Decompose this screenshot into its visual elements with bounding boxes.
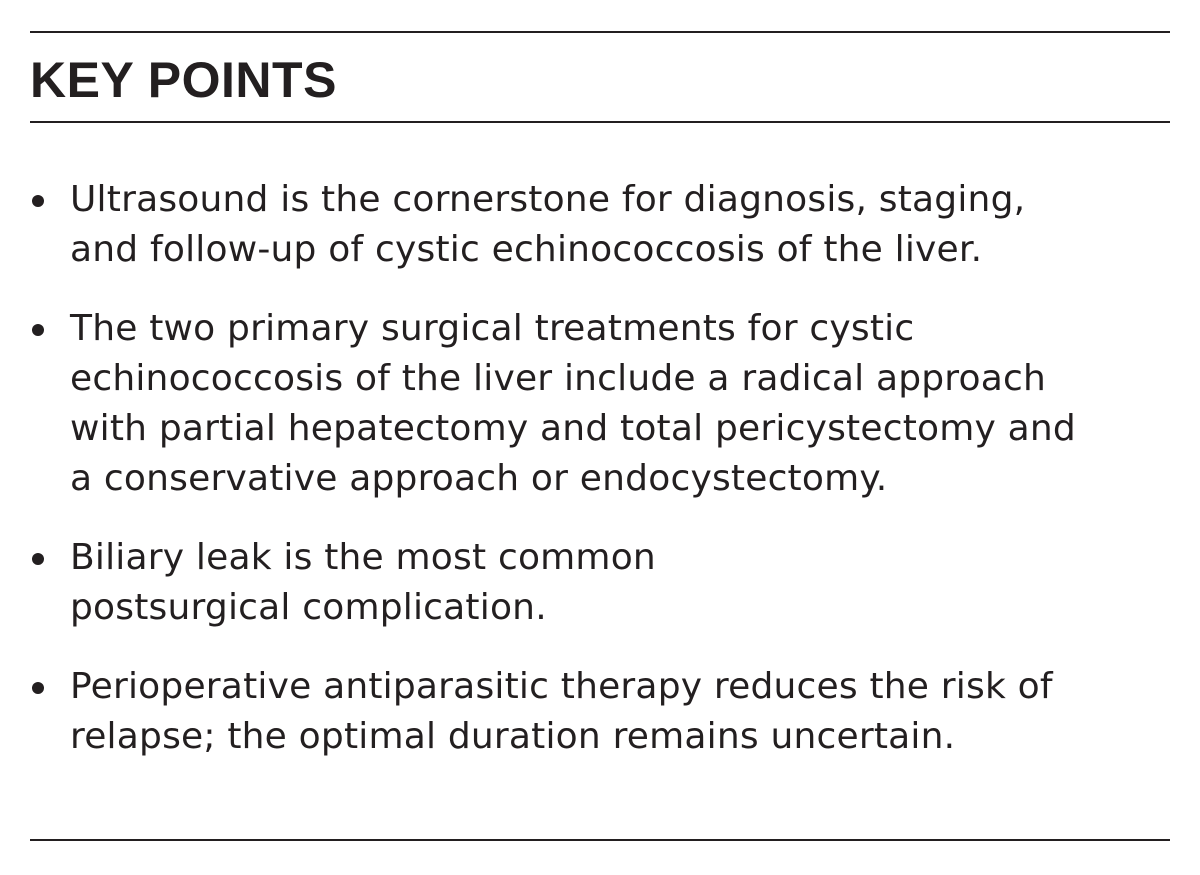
key-point-2 xyxy=(30,304,1170,504)
key-point-line: with partial hepatectomy and total pericystectomy and xyxy=(70,408,1076,449)
key-point-line: postsurgical complication. xyxy=(70,587,547,628)
bullet-icon xyxy=(32,195,44,207)
key-points-list xyxy=(30,175,1170,791)
key-point-line: echinococcosis of the liver include a radical approach xyxy=(70,358,1047,399)
key-point-line: Ultrasound is the cornerstone for diagnosis, staging, xyxy=(70,179,1026,220)
bullet-icon xyxy=(32,324,44,336)
bullet-icon xyxy=(32,553,44,565)
key-points-title: KEY POINTS xyxy=(30,52,337,108)
key-point-line: and follow-up of cystic echinococcosis of the liver. xyxy=(70,229,983,270)
key-point-line: relapse; the optimal duration remains uncertain. xyxy=(70,716,956,757)
key-point-line: Biliary leak is the most common xyxy=(70,537,656,578)
key-point-3 xyxy=(30,533,1170,633)
bullet-icon xyxy=(32,682,44,694)
top-rule xyxy=(30,31,1170,33)
key-point-4 xyxy=(30,662,1170,762)
key-point-1 xyxy=(30,175,1170,275)
bottom-rule xyxy=(30,839,1170,841)
key-point-line: a conservative approach or endocystectomy. xyxy=(70,458,888,499)
key-point-line: Perioperative antiparasitic therapy reduces the risk of xyxy=(70,666,1053,707)
title-rule xyxy=(30,121,1170,123)
key-point-line: The two primary surgical treatments for cystic xyxy=(70,308,915,349)
